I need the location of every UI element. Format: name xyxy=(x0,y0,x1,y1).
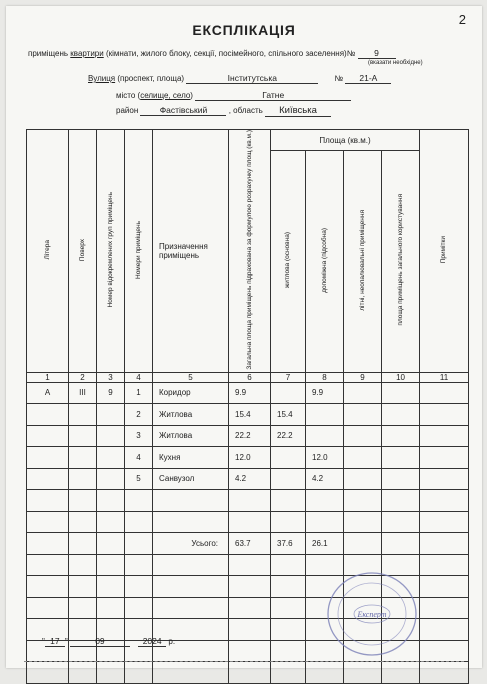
document-title: ЕКСПЛІКАЦІЯ xyxy=(192,22,296,38)
table-cell xyxy=(27,425,69,447)
table-cell: 4.2 xyxy=(306,468,344,490)
table-cell: 12.0 xyxy=(306,447,344,469)
table-cell xyxy=(229,619,271,641)
date-line: " 17 " 09 2024 р. xyxy=(42,636,176,646)
table-row xyxy=(27,468,469,490)
table-cell: Житлова xyxy=(153,404,229,426)
table-cell xyxy=(344,468,382,490)
table-cell: 15.4 xyxy=(229,404,271,426)
house-number: 21-А xyxy=(345,73,391,84)
total-label: Усього: xyxy=(153,533,229,555)
table-cell: 22.2 xyxy=(271,425,306,447)
header-letter: Літера xyxy=(27,130,69,373)
city-value: Гатне xyxy=(195,90,351,101)
table-cell: 12.0 xyxy=(229,447,271,469)
table-cell xyxy=(344,425,382,447)
table-cell xyxy=(69,533,97,555)
table-cell xyxy=(125,597,153,619)
table-cell xyxy=(420,576,469,598)
table-cell xyxy=(382,468,420,490)
table-cell xyxy=(69,404,97,426)
table-cell xyxy=(271,662,306,684)
table-cell xyxy=(382,662,420,684)
table-cell xyxy=(271,468,306,490)
header-room-number: Номери приміщень xyxy=(125,130,153,373)
table-cell xyxy=(27,554,69,576)
table-cell xyxy=(271,554,306,576)
total-value: 63.7 xyxy=(229,533,271,555)
table-cell xyxy=(420,597,469,619)
header-auxiliary: допоміжна (підсобна) xyxy=(306,151,344,373)
district-line: район Фастівський , область Київська xyxy=(116,105,331,117)
table-cell xyxy=(306,425,344,447)
table-cell xyxy=(69,576,97,598)
header-group-number: Номер відокремлених груп приміщень xyxy=(97,130,125,373)
table-cell xyxy=(229,597,271,619)
table-cell: 4 xyxy=(125,447,153,469)
table-cell xyxy=(271,511,306,533)
table-cell: 3 xyxy=(125,425,153,447)
table-cell xyxy=(420,447,469,469)
table-cell xyxy=(97,662,125,684)
table-cell xyxy=(97,576,125,598)
header-common-area: площа приміщень загального користування xyxy=(382,151,420,373)
header-notes: Примітки xyxy=(420,130,469,373)
table-cell: Санвузол xyxy=(153,468,229,490)
document-sheet xyxy=(6,6,482,668)
table-row xyxy=(27,511,469,533)
table-cell xyxy=(420,425,469,447)
table-cell: Житлова xyxy=(153,425,229,447)
table-cell: Кухня xyxy=(153,447,229,469)
table-cell xyxy=(382,425,420,447)
table-cell xyxy=(125,490,153,512)
table-cell xyxy=(125,533,153,555)
table-cell xyxy=(306,511,344,533)
table-cell xyxy=(382,382,420,404)
table-cell: А xyxy=(27,382,69,404)
table-cell xyxy=(382,447,420,469)
table-cell: 1 xyxy=(125,382,153,404)
header-area-group: Площа (кв.м.) xyxy=(271,130,420,151)
table-cell xyxy=(125,554,153,576)
header-total-area: Загальна площа приміщень підрахована за формулою розрахунку площ (кв.м.) xyxy=(229,130,271,373)
table-cell xyxy=(97,404,125,426)
table-cell xyxy=(229,662,271,684)
table-cell xyxy=(153,490,229,512)
table-cell xyxy=(229,640,271,662)
table-cell xyxy=(229,490,271,512)
table-cell xyxy=(97,425,125,447)
table-cell xyxy=(344,382,382,404)
stamp-seal xyxy=(324,569,420,659)
table-cell xyxy=(153,662,229,684)
table-cell: 9.9 xyxy=(229,382,271,404)
table-row xyxy=(27,404,469,426)
table-cell xyxy=(271,447,306,469)
table-cell xyxy=(153,597,229,619)
table-cell xyxy=(153,576,229,598)
hint-text: (вказати необхідне) xyxy=(368,60,423,66)
table-cell xyxy=(344,662,382,684)
table-cell xyxy=(97,490,125,512)
total-value: 37.6 xyxy=(271,533,306,555)
table-cell: Коридор xyxy=(153,382,229,404)
table-cell xyxy=(344,490,382,512)
table-cell xyxy=(125,511,153,533)
page-divider xyxy=(24,661,464,662)
table-cell xyxy=(97,554,125,576)
table-row xyxy=(27,447,469,469)
table-row xyxy=(27,425,469,447)
table-cell xyxy=(271,576,306,598)
table-cell xyxy=(306,404,344,426)
table-cell xyxy=(420,619,469,641)
table-cell: 5 xyxy=(125,468,153,490)
total-value xyxy=(382,533,420,555)
region-value: Київська xyxy=(265,105,331,117)
header-living: житлова (основна) xyxy=(271,151,306,373)
table-cell xyxy=(125,576,153,598)
table-cell xyxy=(97,468,125,490)
table-cell xyxy=(69,597,97,619)
svg-text:Експерт: Експерт xyxy=(357,610,387,619)
table-cell xyxy=(153,511,229,533)
table-cell xyxy=(229,511,271,533)
table-cell: 22.2 xyxy=(229,425,271,447)
table-cell xyxy=(69,511,97,533)
table-cell xyxy=(382,490,420,512)
table-cell xyxy=(69,662,97,684)
premises-line: приміщень квартири (кімнати, жилого блоку, секції, посімейного, спільного заселення)№ 9 xyxy=(28,48,396,59)
total-value xyxy=(420,533,469,555)
table-cell xyxy=(306,490,344,512)
table-row xyxy=(27,382,469,404)
table-cell xyxy=(27,597,69,619)
table-cell: 9 xyxy=(97,382,125,404)
apartment-number: 9 xyxy=(358,48,396,59)
table-cell xyxy=(69,490,97,512)
table-cell xyxy=(420,640,469,662)
table-cell xyxy=(271,640,306,662)
table-cell xyxy=(69,447,97,469)
table-cell xyxy=(27,404,69,426)
table-cell xyxy=(97,533,125,555)
table-cell xyxy=(420,511,469,533)
table-cell: 2 xyxy=(125,404,153,426)
table-cell xyxy=(27,533,69,555)
table-cell xyxy=(27,576,69,598)
table-cell xyxy=(420,404,469,426)
table-cell xyxy=(69,554,97,576)
table-cell xyxy=(229,554,271,576)
table-cell xyxy=(344,511,382,533)
table-cell: 9.9 xyxy=(306,382,344,404)
table-cell: 15.4 xyxy=(271,404,306,426)
table-cell xyxy=(271,490,306,512)
table-cell xyxy=(420,490,469,512)
table-cell xyxy=(229,576,271,598)
table-row xyxy=(27,490,469,512)
table-cell xyxy=(420,468,469,490)
table-cell xyxy=(27,490,69,512)
table-cell: III xyxy=(69,382,97,404)
table-cell xyxy=(271,382,306,404)
table-cell xyxy=(153,554,229,576)
table-cell xyxy=(420,382,469,404)
table-cell xyxy=(271,597,306,619)
table-cell xyxy=(69,468,97,490)
table-cell xyxy=(97,447,125,469)
total-value xyxy=(344,533,382,555)
total-row xyxy=(27,533,469,555)
table-cell xyxy=(420,554,469,576)
table-cell xyxy=(382,511,420,533)
table-cell xyxy=(97,511,125,533)
street-value: Інститутська xyxy=(186,73,318,84)
page-number: 2 xyxy=(458,12,466,27)
header-floor: Поверх xyxy=(69,130,97,373)
header-purpose: Призначення приміщень xyxy=(153,130,229,373)
table-cell xyxy=(27,447,69,469)
table-cell xyxy=(27,662,69,684)
city-line: місто (селище, село) Гатне xyxy=(116,90,351,101)
table-cell xyxy=(306,662,344,684)
column-numbers-row: 1 2 3 4 5 6 7 8 9 10 11 xyxy=(27,372,469,382)
table-cell xyxy=(69,425,97,447)
table-cell xyxy=(271,619,306,641)
district-value: Фастівський xyxy=(140,105,226,116)
table-cell xyxy=(382,404,420,426)
table-cell xyxy=(27,468,69,490)
table-cell xyxy=(97,597,125,619)
table-cell xyxy=(125,662,153,684)
table-cell xyxy=(344,404,382,426)
table-cell xyxy=(344,447,382,469)
header-non-residential: літні, неопалювальні приміщення xyxy=(344,151,382,373)
street-line: Вулиця (проспект, площа) Інститутська № 21-А xyxy=(88,73,391,84)
table-cell xyxy=(27,511,69,533)
table-cell: 4.2 xyxy=(229,468,271,490)
table-row xyxy=(27,662,469,684)
table-cell xyxy=(420,662,469,684)
total-value: 26.1 xyxy=(306,533,344,555)
